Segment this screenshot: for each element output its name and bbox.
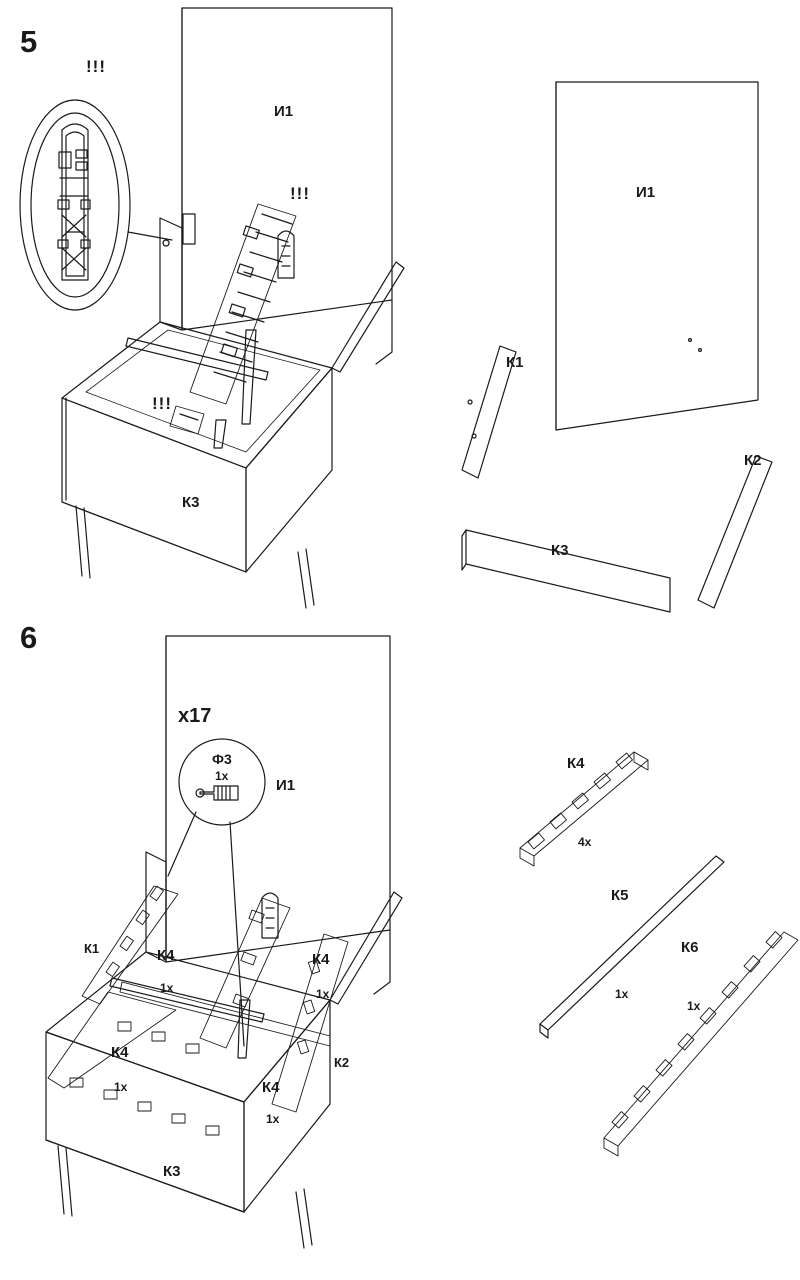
- step5-exploded-parts: [462, 82, 772, 612]
- warning-upper-step5: !!!: [290, 184, 310, 203]
- parts-list-code-k5: К5: [611, 887, 629, 904]
- parts-list-qty-k5: 1x: [615, 987, 629, 1001]
- slat-qty-k4-1: 1x: [160, 981, 174, 995]
- part-label-i1-exploded: И1: [636, 184, 656, 201]
- slat-label-k4-1: К4: [157, 947, 175, 964]
- warning-lower-step5: !!!: [152, 394, 172, 413]
- part-label-k2-exploded: К2: [744, 452, 762, 469]
- slat-qty-k4-2: 1x: [316, 987, 330, 1001]
- step6-parts-list: [520, 752, 798, 1156]
- part-label-k1-exploded: К1: [506, 354, 524, 371]
- parts-list-code-k4: К4: [567, 755, 585, 772]
- part-label-k2-step6: К2: [334, 1055, 350, 1070]
- step6-bed-assembly: [46, 636, 402, 1248]
- callout-count-x17: x17: [178, 705, 212, 727]
- slat-qty-k4-4: 1x: [266, 1112, 280, 1126]
- slat-label-k4-4: К4: [262, 1079, 280, 1096]
- step5-detail-callout: [20, 100, 130, 310]
- callout-hardware-code: Ф3: [212, 751, 232, 767]
- step-number-5: 5: [20, 24, 38, 59]
- parts-list-qty-k6: 1x: [687, 999, 701, 1013]
- part-label-k3-exploded: К3: [551, 542, 569, 559]
- part-label-i1-step6: И1: [276, 777, 296, 794]
- part-label-k3-step6: К3: [163, 1163, 181, 1180]
- slat-label-k4-3: К4: [111, 1044, 129, 1061]
- parts-list-qty-k4: 4x: [578, 835, 592, 849]
- warning-detail: !!!: [86, 57, 106, 76]
- part-label-i1-step5: И1: [274, 103, 294, 120]
- slat-label-k4-2: К4: [312, 951, 330, 968]
- step-number-6: 6: [20, 620, 38, 655]
- part-label-k1-step6: К1: [84, 941, 100, 956]
- part-label-k3-step5: К3: [182, 494, 200, 511]
- parts-list-code-k6: К6: [681, 939, 699, 956]
- slat-qty-k4-3: 1x: [114, 1080, 128, 1094]
- callout-hardware-qty: 1x: [215, 769, 229, 783]
- step5-bed-assembly: [62, 8, 404, 608]
